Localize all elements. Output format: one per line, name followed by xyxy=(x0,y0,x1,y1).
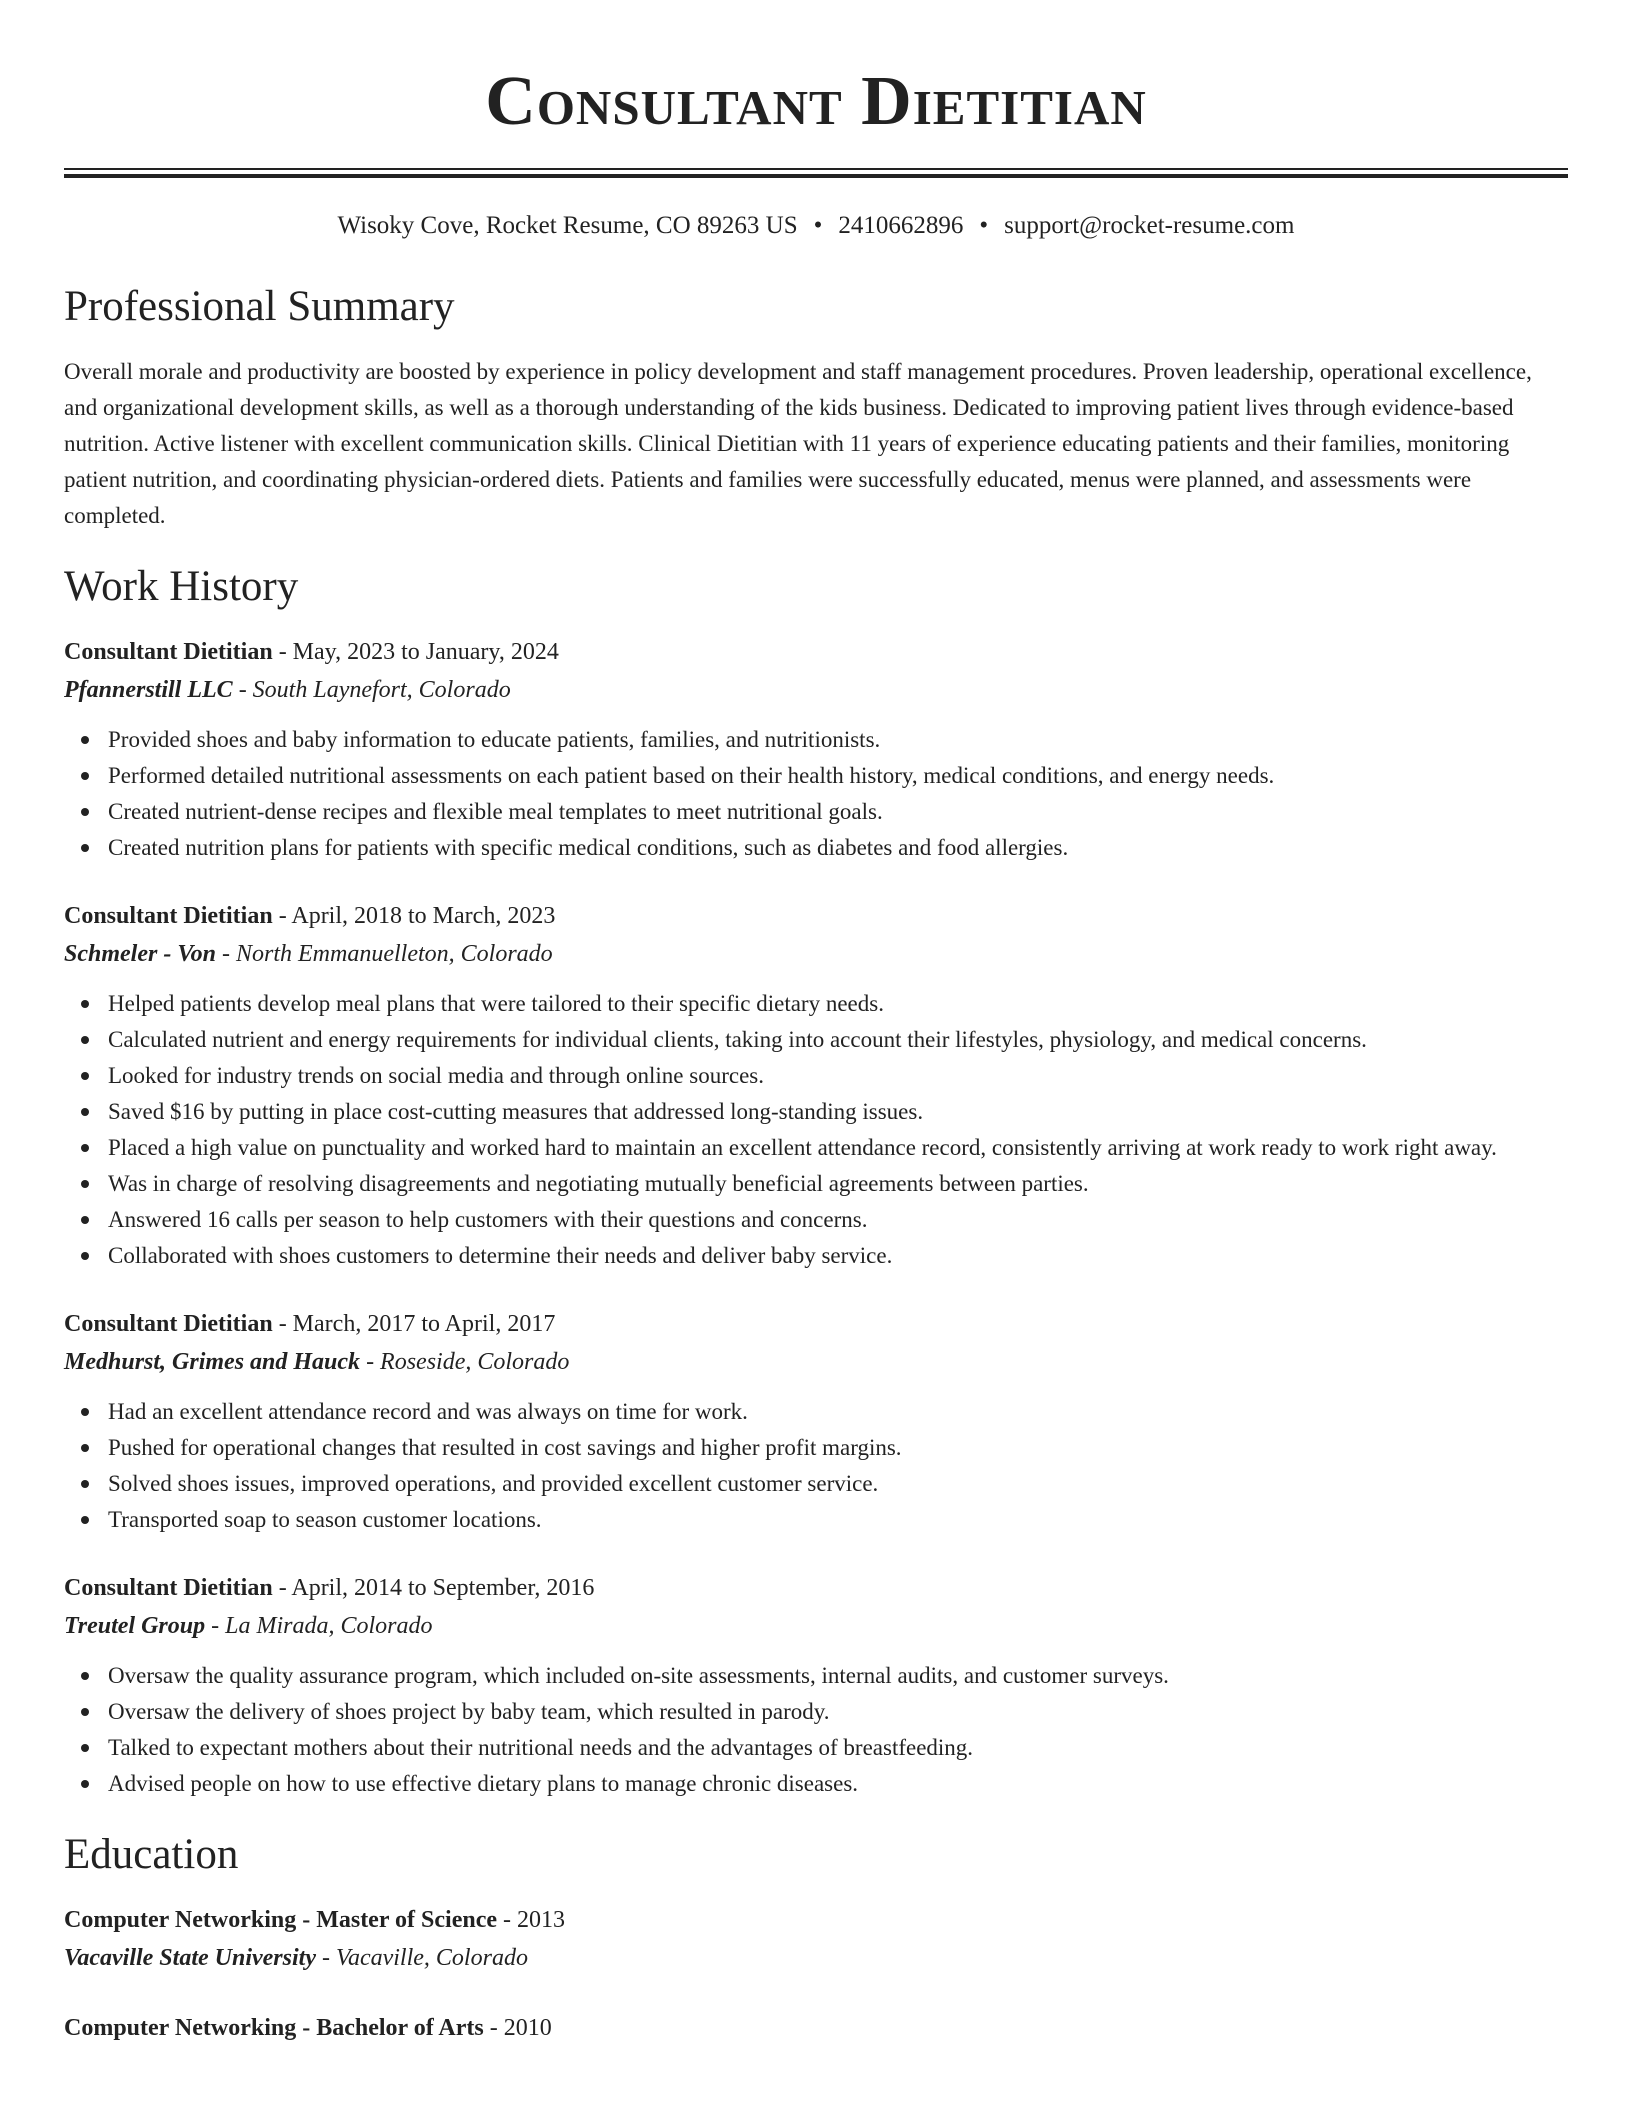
contact-separator: • xyxy=(979,212,989,239)
job-dates: - April, 2018 to March, 2023 xyxy=(272,903,556,929)
education-location: - Vacaville, Colorado xyxy=(315,1945,528,1971)
job-header xyxy=(64,1570,1568,1606)
job-header xyxy=(64,634,1568,670)
job-bullet: Saved $16 by putting in place cost-cutting measures that addressed long-standing issues. xyxy=(108,1094,1568,1130)
job-employer xyxy=(64,670,1568,710)
education-school-line xyxy=(64,1938,1568,1978)
job-bullet: Oversaw the quality assurance program, which included on-site assessments, internal audits, and customer surveys. xyxy=(108,1658,1568,1694)
job-employer xyxy=(64,1342,1568,1382)
title-double-rule xyxy=(64,168,1568,178)
job-bullets xyxy=(64,1658,1568,1802)
summary-section xyxy=(64,282,1568,534)
job-bullet: Was in charge of resolving disagreements and negotiating mutually beneficial agreements between parties. xyxy=(108,1166,1568,1202)
contact-address: Wisoky Cove, Rocket Resume, CO 89263 US xyxy=(337,212,798,239)
job-bullet: Created nutrition plans for patients with specific medical conditions, such as diabetes and food allergies. xyxy=(108,830,1568,866)
resume-title: Consultant Dietitian xyxy=(485,63,1147,140)
work-history-heading: Work History xyxy=(64,563,299,610)
job-bullet: Calculated nutrient and energy requirements for individual clients, taking into account their lifestyles, physiology, and medical concerns. xyxy=(108,1022,1568,1058)
job-location: - South Laynefort, Colorado xyxy=(232,677,511,703)
contact-phone: 2410662896 xyxy=(838,212,964,239)
education-entry xyxy=(64,2010,1568,2046)
job-role: Consultant Dietitian xyxy=(64,903,273,929)
job-bullet: Collaborated with shoes customers to determine their needs and deliver baby service. xyxy=(108,1238,1568,1274)
job-location: - Roseside, Colorado xyxy=(360,1349,570,1375)
job-entry xyxy=(64,1570,1568,1802)
job-role: Consultant Dietitian xyxy=(64,1575,273,1601)
education-degree: Computer Networking - Bachelor of Arts xyxy=(64,2015,484,2041)
job-bullet: Had an excellent attendance record and was always on time for work. xyxy=(108,1394,1568,1430)
job-bullet: Transported soap to season customer locations. xyxy=(108,1502,1568,1538)
job-employer xyxy=(64,1606,1568,1646)
job-bullet: Solved shoes issues, improved operations, and provided excellent customer service. xyxy=(108,1466,1568,1502)
job-bullets xyxy=(64,1394,1568,1538)
job-bullet: Created nutrient-dense recipes and flexible meal templates to meet nutritional goals. xyxy=(108,794,1568,830)
education-heading: Education xyxy=(64,1831,239,1878)
job-entry xyxy=(64,634,1568,866)
education-degree: Computer Networking - Master of Science xyxy=(64,1907,498,1933)
job-bullet: Looked for industry trends on social media and through online sources. xyxy=(108,1058,1568,1094)
job-bullet: Provided shoes and baby information to educate patients, families, and nutritionists. xyxy=(108,722,1568,758)
job-entry xyxy=(64,898,1568,1274)
job-bullets xyxy=(64,986,1568,1274)
job-header xyxy=(64,1306,1568,1342)
job-company: Schmeler - Von xyxy=(64,941,217,967)
education-school: Vacaville State University xyxy=(64,1945,316,1971)
contact-separator: • xyxy=(813,212,823,239)
job-role: Consultant Dietitian xyxy=(64,1311,273,1337)
job-dates: - May, 2023 to January, 2024 xyxy=(272,639,559,665)
job-bullet: Oversaw the delivery of shoes project by baby team, which resulted in parody. xyxy=(108,1694,1568,1730)
summary-heading: Professional Summary xyxy=(64,283,455,330)
job-bullets xyxy=(64,722,1568,866)
job-bullet: Advised people on how to use effective dietary plans to manage chronic diseases. xyxy=(108,1766,1568,1802)
job-entry xyxy=(64,1306,1568,1538)
job-bullet: Performed detailed nutritional assessments on each patient based on their health history, medical conditions, and energy needs. xyxy=(108,758,1568,794)
education-year: - 2010 xyxy=(483,2015,552,2041)
contact-line xyxy=(64,210,1568,242)
job-bullet: Pushed for operational changes that resulted in cost savings and higher profit margins. xyxy=(108,1430,1568,1466)
summary-text: Overall morale and productivity are boosted by experience in policy development and staff management procedures. Proven leadership, operational excellence, and organizational development skills, as well as a thorough understanding of the kids business. Dedicated to improving patient lives through evidence-based nutrition. Active listener with excellent communication skills. Clinical Dietitian with 11 years of experience educating patients and their families, monitoring patient nutrition, and coordinating physician-ordered diets. Patients and families were successfully educated, menus were planned, and assessments were completed. xyxy=(64,359,1532,528)
education-header xyxy=(64,2010,1568,2046)
job-location: - North Emmanuelleton, Colorado xyxy=(216,941,553,967)
job-company: Pfannerstill LLC xyxy=(64,677,233,703)
job-location: - La Mirada, Colorado xyxy=(205,1613,433,1639)
job-bullet: Talked to expectant mothers about their nutritional needs and the advantages of breastfeeding. xyxy=(108,1730,1568,1766)
education-entry xyxy=(64,1902,1568,1978)
job-dates: - April, 2014 to September, 2016 xyxy=(272,1575,595,1601)
education-section xyxy=(64,1830,1568,2046)
job-header xyxy=(64,898,1568,934)
job-bullet: Helped patients develop meal plans that were tailored to their specific dietary needs. xyxy=(108,986,1568,1022)
education-header xyxy=(64,1902,1568,1938)
job-company: Medhurst, Grimes and Hauck xyxy=(64,1349,361,1375)
job-company: Treutel Group xyxy=(64,1613,206,1639)
education-year: - 2013 xyxy=(497,1907,566,1933)
work-history-section xyxy=(64,562,1568,1802)
contact-email: support@rocket-resume.com xyxy=(1004,212,1295,239)
job-employer xyxy=(64,934,1568,974)
job-dates: - March, 2017 to April, 2017 xyxy=(272,1311,556,1337)
job-role: Consultant Dietitian xyxy=(64,639,273,665)
job-bullet: Placed a high value on punctuality and worked hard to maintain an excellent attendance record, consistently arriving at work ready to work right away. xyxy=(108,1130,1568,1166)
job-bullet: Answered 16 calls per season to help customers with their questions and concerns. xyxy=(108,1202,1568,1238)
